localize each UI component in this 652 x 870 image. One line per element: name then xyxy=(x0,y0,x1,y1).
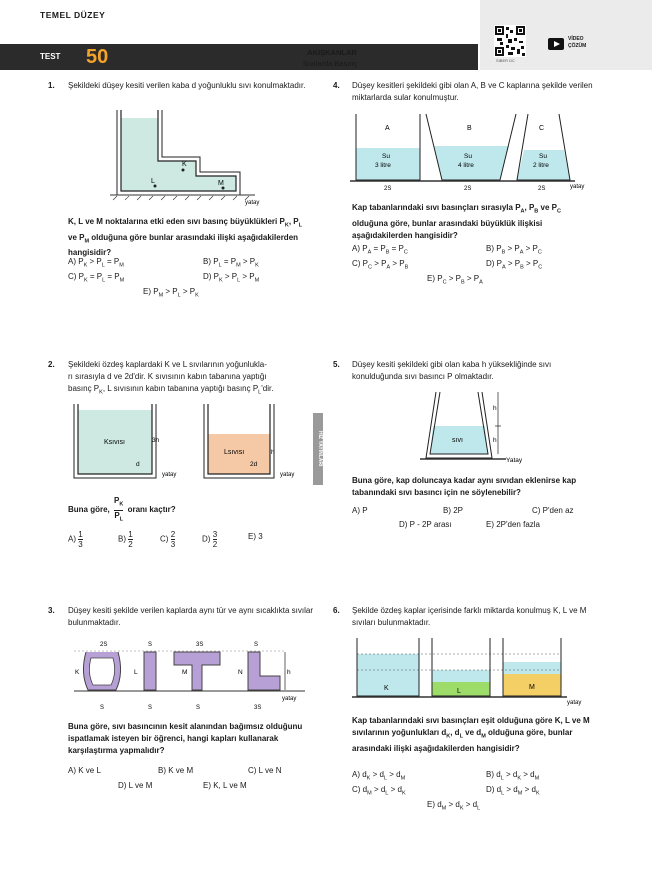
q5-prompt: Buna göre, kap doluncaya kadar aynı sıvıdan eklenirse kap tabanındaki sıvı basıncı için ne söylenebilir? xyxy=(352,476,577,497)
q3-top-n: S xyxy=(254,642,259,648)
q2-option-e[interactable]: E) 3 xyxy=(248,532,263,541)
q3-text: Düşey kesiti şekilde verilen kaplarda aynı tür ve aynı sıcaklıkta sıvılar bulunmaktadır. xyxy=(68,606,313,627)
q3-name-l: L xyxy=(134,669,138,676)
q3-ground: yatay xyxy=(282,696,297,702)
publisher-side-label: HIZ YAYINLARI xyxy=(313,413,323,485)
q1-option-e[interactable]: E) $P_M > P_L > P_K$ xyxy=(143,287,199,299)
q6-figure xyxy=(352,636,597,708)
topic-title: AKIŞKANLAR xyxy=(307,48,357,57)
q5-option-a[interactable]: A) P xyxy=(352,506,368,515)
level-label: TEMEL DÜZEY xyxy=(40,10,106,20)
test-label: TEST xyxy=(40,52,61,61)
q6-name-k: K xyxy=(384,685,389,692)
q3-top-k: 2S xyxy=(100,642,108,648)
q4-option-a[interactable]: A) $P_A = P_B = P_C$ xyxy=(352,244,408,256)
q4-text: Düşey kesitleri şekildeki gibi olan A, B ve C kaplarına şekilde verilen miktarlarda sular konulmuştur. xyxy=(352,81,593,102)
q1-option-a[interactable]: A) $P_K > P_L = P_M$ xyxy=(68,257,124,269)
test-number: 50 xyxy=(86,46,109,68)
q2-label-2d: 2d xyxy=(250,461,258,468)
q2-label-l: Lsıvısı xyxy=(224,449,245,456)
q4-base-c: 2S xyxy=(538,186,546,192)
q2-option-d[interactable]: D) $\frac{3}{2}$ xyxy=(202,530,218,549)
q5-liquid: sıvı xyxy=(452,437,463,444)
q3-top-m: 3S xyxy=(196,642,204,648)
q4-liquid-c: Su xyxy=(539,153,547,160)
q3-name-n: N xyxy=(238,669,243,676)
q1-option-b[interactable]: B) $P_L = P_M > P_K$ xyxy=(203,257,259,269)
q6-option-e[interactable]: E) $d_M > d_K > d_L$ xyxy=(427,800,481,812)
q4-name-b: B xyxy=(467,125,472,132)
q2-figure xyxy=(70,402,310,482)
q4-number: 4. xyxy=(333,81,340,90)
q2-label-3h: 3h xyxy=(152,437,160,444)
q4-name-a: A xyxy=(385,125,390,132)
q3-figure xyxy=(70,638,310,714)
q5-figure xyxy=(420,390,530,470)
q2-label-h: h xyxy=(271,449,275,456)
q4-option-d[interactable]: D) $P_A > P_B > P_C$ xyxy=(486,259,543,271)
q5-option-d[interactable]: D) P - 2P arası xyxy=(399,520,452,529)
q6-prompt: Kap tabanlarındaki sıvı basınçları eşit olduğuna göre K, L ve M sıvılarının yoğunlukları $d_K$, $d_L$ ve $d_M$ olduğuna göre, bunlar arasındaki ilişki aşağıdakilerden hangisidir? xyxy=(352,716,590,753)
q4-base-a: 2S xyxy=(384,186,392,192)
q1-label-k: K xyxy=(182,161,187,168)
q3-name-k: K xyxy=(75,669,80,676)
q3-name-m: M xyxy=(182,669,188,676)
q2-prompt: Buna göre, $\frac{P_K}{P_L}$ oranı kaçtır? xyxy=(68,496,176,523)
q3-bottom-k: S xyxy=(100,705,105,711)
q2-text: Şekildeki özdeş kaplardaki K ve L sıvılarının yoğunlukla- rı sırasıyla d ve 2d'dir. K sıvısının kabın tabanına yaptığı basınç $P_K$, L sıvısının kabın tabanına yaptığı basınç $P_L'dir$. xyxy=(68,360,274,396)
q2-ground-1: yatay xyxy=(162,472,177,478)
q4-vol-c: 2 litre xyxy=(533,162,549,169)
q1-label-l: L xyxy=(151,178,155,185)
q1-ground: yatay xyxy=(245,200,260,206)
q1-figure xyxy=(105,108,280,208)
q5-option-e[interactable]: E) 2P'den fazla xyxy=(486,520,541,529)
subtopic-title: Sıvılarda Basınç xyxy=(302,59,358,68)
test-bar xyxy=(0,44,478,70)
q4-liquid-a: Su xyxy=(382,153,390,160)
q4-prompt: Kap tabanlarındaki sıvı basınçları sırasıyla $P_A$, $P_B$ ve $P_C$ olduğuna göre, bunlar arasındaki büyüklük ilişkisi aşağıdakilerden hangisidir? xyxy=(352,203,561,240)
q6-text: Şekilde özdeş kaplar içerisinde farklı miktarda konulmuş K, L ve M sıvıları bulunmaktadır. xyxy=(352,606,587,627)
q2-label-d: d xyxy=(136,461,140,468)
qr-code-icon[interactable] xyxy=(494,25,526,57)
q4-vol-b: 4 litre xyxy=(458,162,474,169)
q3-option-c[interactable]: C) L ve N xyxy=(248,766,282,775)
q3-option-d[interactable]: D) L ve M xyxy=(118,781,153,790)
q1-text: Şekildeki düşey kesiti verilen kaba d yoğunluklu sıvı konulmaktadır. xyxy=(68,81,306,90)
q1-point-k xyxy=(182,169,185,172)
q4-figure xyxy=(350,112,595,192)
play-video-icon[interactable] xyxy=(548,38,564,50)
q6-number: 6. xyxy=(333,606,340,615)
q1-option-c[interactable]: C) $P_K = P_L = P_M$ xyxy=(68,272,125,284)
q2-option-b[interactable]: B) $\frac{1}{2}$ xyxy=(118,530,133,549)
q5-ground: Yatay xyxy=(506,457,523,464)
q5-option-b[interactable]: B) 2P xyxy=(443,506,464,515)
q5-h-bottom: h xyxy=(493,437,497,444)
q6-option-c[interactable]: C) $d_M > d_L > d_K$ xyxy=(352,785,406,797)
q4-vol-a: 3 litre xyxy=(375,162,391,169)
q3-bottom-m: S xyxy=(196,705,201,711)
q4-ground: yatay xyxy=(570,184,585,190)
q2-ground-2: yatay xyxy=(280,472,295,478)
q1-prompt: K, L ve M noktalarına etki eden sıvı basınç büyüklükleri $P_K$, $P_L$ ve $P_M$ olduğuna göre bunlar arasındaki ilişki aşağıdakilerden hangisidir? xyxy=(68,217,302,258)
q4-liquid-b: Su xyxy=(464,153,472,160)
q1-number: 1. xyxy=(48,81,55,90)
q4-base-b: 2S xyxy=(464,186,472,192)
q2-option-c[interactable]: C) $\frac{2}{3}$ xyxy=(160,530,176,549)
q3-option-b[interactable]: B) K ve M xyxy=(158,766,194,775)
q5-number: 5. xyxy=(333,360,340,369)
q2-number: 2. xyxy=(48,360,55,369)
q3-prompt: Buna göre, sıvı basıncının kesit alanından bağımsız olduğunu ispatlamak isteyen bir öğrenci, hangi kapları kullanarak karşılaştırma yapmalıdır? xyxy=(68,722,303,755)
q5-h-top: h xyxy=(493,405,497,412)
q6-option-d[interactable]: D) $d_L > d_M > d_K$ xyxy=(486,785,540,797)
q3-h: h xyxy=(287,669,291,676)
q1-option-d[interactable]: D) $P_K > P_L > P_M$ xyxy=(203,272,260,284)
q4-option-e[interactable]: E) $P_C > P_B > P_A$ xyxy=(427,274,483,286)
q4-option-b[interactable]: B) $P_B > P_A > P_C$ xyxy=(486,244,542,256)
q3-option-a[interactable]: A) K ve L xyxy=(68,766,101,775)
video-solution-label[interactable]: VİDEO ÇÖZÜM xyxy=(568,36,587,49)
q6-name-l: L xyxy=(457,688,461,695)
q5-option-c[interactable]: C) P'den az xyxy=(532,506,574,515)
q3-top-l: S xyxy=(148,642,153,648)
q5-text: Düşey kesiti şekildeki gibi olan kaba h yüksekliğinde sıvı konulduğunda sıvı basıncı P olmaktadır. xyxy=(352,360,552,381)
q2-label-k: Ksıvısı xyxy=(104,439,126,446)
q3-bottom-l: S xyxy=(148,705,153,711)
q3-option-e[interactable]: E) K, L ve M xyxy=(203,781,247,790)
q4-option-c[interactable]: C) $P_C > P_A > P_B$ xyxy=(352,259,409,271)
q6-ground: yatay xyxy=(567,700,582,706)
qr-caption: SIBER DC xyxy=(496,58,515,63)
q6-option-b[interactable]: B) $d_L > d_K > d_M$ xyxy=(486,770,540,782)
q3-bottom-n: 3S xyxy=(254,705,262,711)
q1-label-m: M xyxy=(218,180,224,187)
q2-option-a[interactable]: A) $\frac{1}{3}$ xyxy=(68,530,83,549)
q3-number: 3. xyxy=(48,606,55,615)
q4-name-c: C xyxy=(539,125,545,132)
q6-name-m: M xyxy=(529,684,535,691)
q6-option-a[interactable]: A) $d_K > d_L > d_M$ xyxy=(352,770,406,782)
